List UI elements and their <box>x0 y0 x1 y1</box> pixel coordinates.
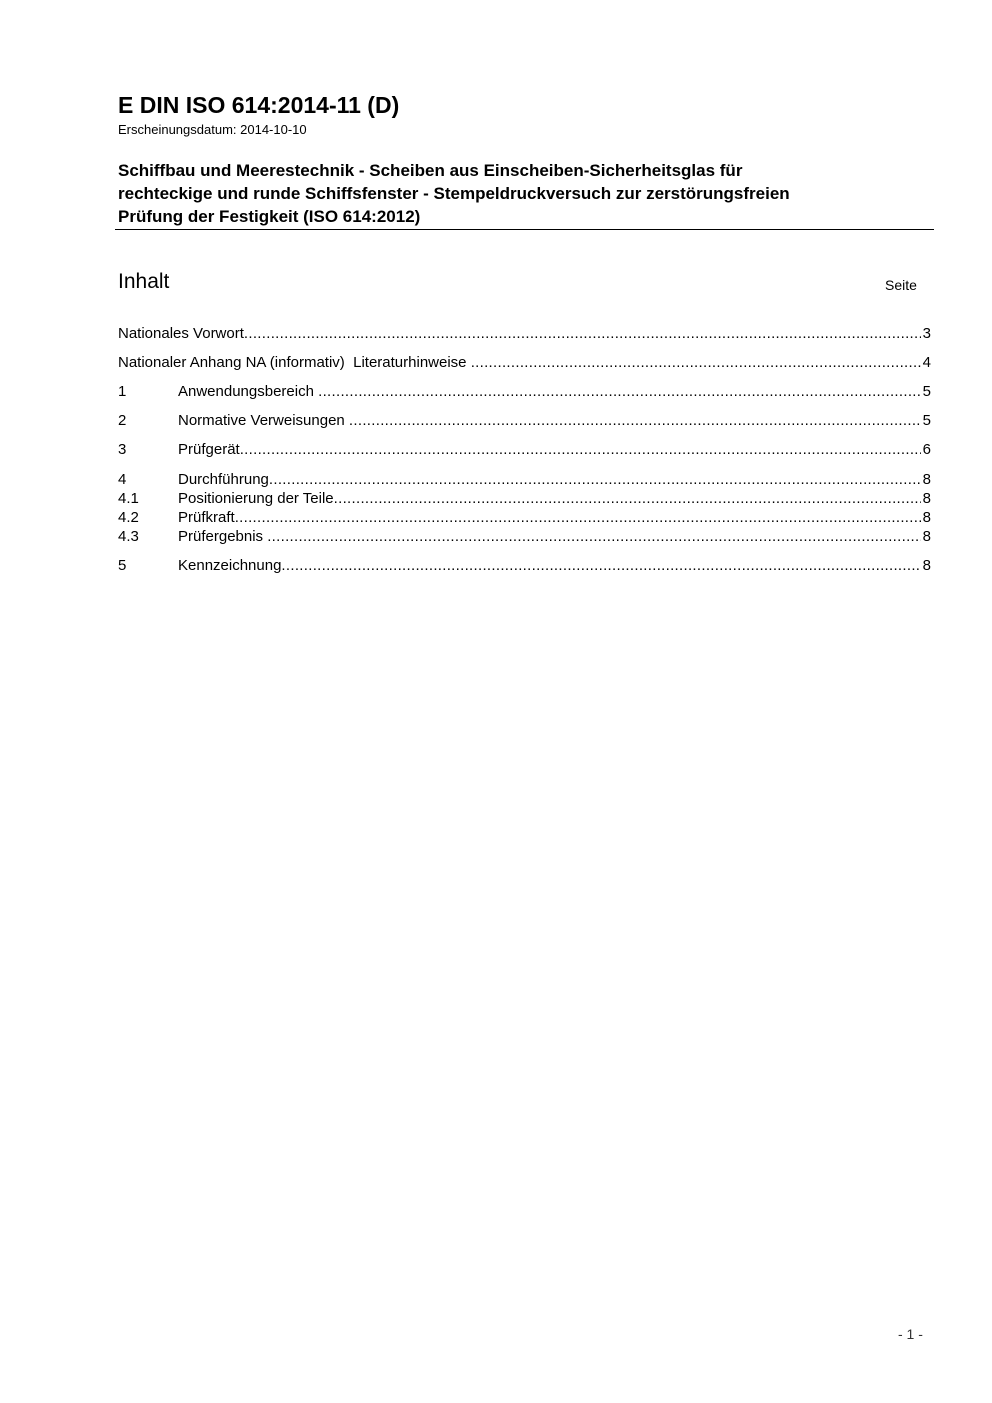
toc-entry-text: Prüfkraft <box>178 509 235 526</box>
toc-entry-number: 4.2 <box>118 509 139 526</box>
publication-date: Erscheinungsdatum: 2014-10-10 <box>118 122 307 137</box>
toc-entry-page: 8 <box>922 490 931 507</box>
toc-leader-dots <box>318 382 921 401</box>
toc-entry-page: 6 <box>922 441 931 458</box>
toc-leader-dots <box>240 440 921 459</box>
toc-entry-pruefergebnis[interactable] <box>118 527 931 546</box>
toc-entry-positionierung[interactable] <box>118 489 931 508</box>
toc-entry-number: 5 <box>118 557 127 574</box>
toc-leader-dots <box>235 508 921 527</box>
document-title-line: rechteckige und runde Schiffsfenster - Stempeldruckversuch zur zerstörungsfreien <box>118 184 790 203</box>
toc-entry-text: Normative Verweisungen <box>178 412 349 429</box>
title-divider <box>115 229 934 230</box>
toc-entry-text: Durchführung <box>178 471 269 488</box>
toc-entry-pruefkraft[interactable] <box>118 508 931 527</box>
toc-leader-dots <box>281 556 920 575</box>
toc-entry-page: 4 <box>922 354 931 371</box>
toc-entry-anwendungsbereich[interactable] <box>118 382 931 401</box>
toc-leader-dots <box>349 411 921 430</box>
toc-entry-page: 8 <box>922 557 931 574</box>
toc-leader-dots <box>269 470 921 489</box>
toc-entry-number: 1 <box>118 383 127 400</box>
toc-entry-page: 5 <box>922 412 931 429</box>
toc-entry-number: 4.1 <box>118 490 139 507</box>
document-id: E DIN ISO 614:2014-11 (D) <box>118 92 400 118</box>
toc-entry-number: 2 <box>118 412 127 429</box>
toc-entry-number: 4 <box>118 471 127 488</box>
toc-leader-dots <box>267 527 920 546</box>
toc-entry-pruefgeraet[interactable] <box>118 440 931 459</box>
toc-entry-page: 3 <box>922 325 931 342</box>
toc-entry-text: Kennzeichnung <box>178 557 282 574</box>
toc-entry-text: Prüfgerät <box>178 441 240 458</box>
toc-entry-text: Nationales Vorwort <box>118 325 244 342</box>
toc-entry-page: 8 <box>922 471 931 488</box>
page-column-label: Seite <box>885 277 917 293</box>
toc-entry-normative-verweisungen[interactable] <box>118 411 931 430</box>
document-title <box>118 159 938 228</box>
toc-entry-page: 5 <box>922 383 931 400</box>
toc-entry-page: 8 <box>922 509 931 526</box>
toc-entry-kennzeichnung[interactable] <box>118 556 931 575</box>
toc-entry-text: Prüfergebnis <box>178 528 268 545</box>
toc-entry-durchfuehrung[interactable] <box>118 470 931 489</box>
toc-entry-text: Positionierung der Teile <box>178 490 334 507</box>
toc-entry-nationales-vorwort[interactable] <box>118 324 931 343</box>
toc-leader-dots <box>244 324 921 343</box>
toc-entry-number: 3 <box>118 441 127 458</box>
document-title-line: Prüfung der Festigkeit (ISO 614:2012) <box>118 207 421 226</box>
toc-entry-nationaler-anhang[interactable] <box>118 353 931 372</box>
toc-leader-dots <box>471 353 921 372</box>
page-number: - 1 - <box>898 1326 923 1342</box>
toc-entry-text: Anwendungsbereich <box>178 383 319 400</box>
toc-entry-page: 8 <box>922 528 931 545</box>
contents-heading: Inhalt <box>118 270 170 293</box>
toc-entry-number: 4.3 <box>118 528 139 545</box>
document-title-line: Schiffbau und Meerestechnik - Scheiben aus Einscheiben-Sicherheitsglas für <box>118 161 743 180</box>
toc-leader-dots <box>334 489 921 508</box>
toc-entry-text: Nationaler Anhang NA (informativ) Literaturhinweise <box>118 354 471 371</box>
